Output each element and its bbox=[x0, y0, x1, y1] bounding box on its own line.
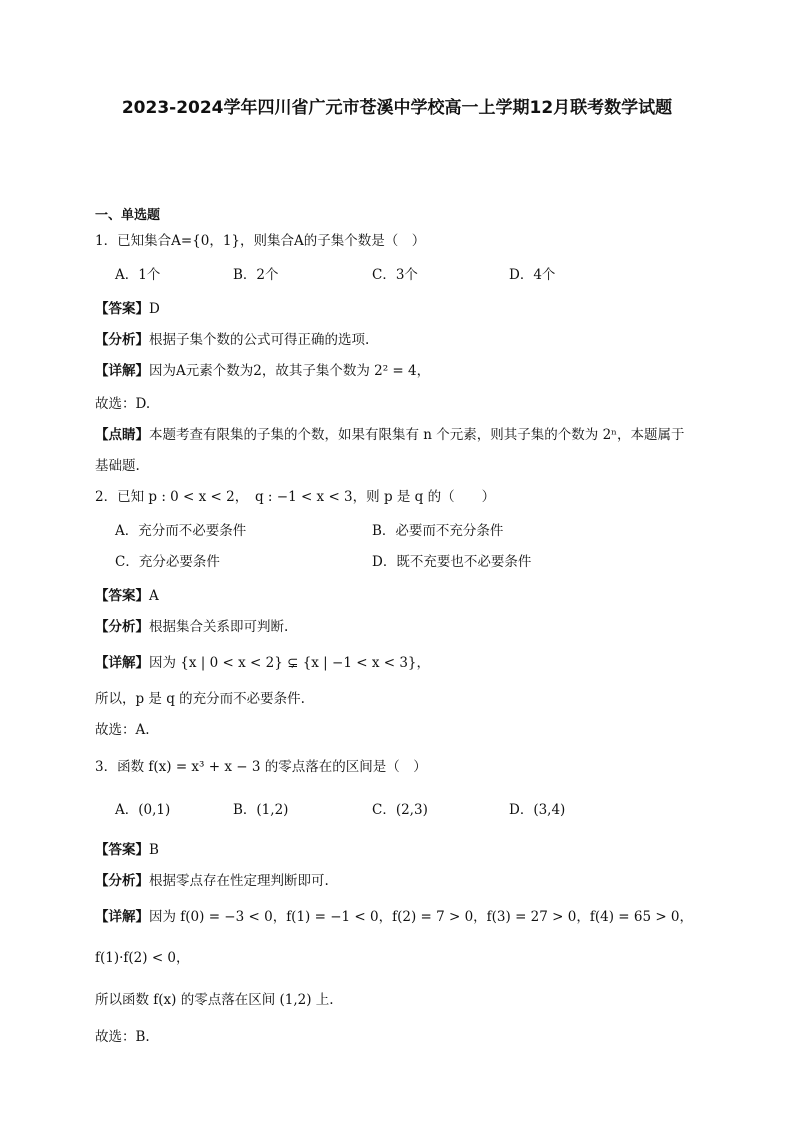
analysis-tag: 【分析】 bbox=[95, 332, 149, 348]
q3-conclusion: 所以函数 f(x) 的零点落在区间 (1,2) 上. bbox=[95, 992, 334, 1008]
section-heading: 一、单选题 bbox=[95, 208, 161, 223]
q2-option-b: B．必要而不充分条件 bbox=[372, 523, 504, 539]
q3-detail bbox=[95, 905, 693, 925]
q3-analysis bbox=[95, 869, 329, 889]
q1-choose: 故选：D. bbox=[95, 396, 151, 412]
question-1-stem: 1．已知集合A={0，1}，则集合A的子集个数是（ ） bbox=[95, 233, 426, 249]
answer-tag: 【答案】 bbox=[95, 588, 149, 604]
detail-tag: 【详解】 bbox=[95, 363, 149, 379]
q3-answer bbox=[95, 838, 159, 858]
q3-option-b: B．(1,2) bbox=[233, 802, 289, 818]
answer-tag: 【答案】 bbox=[95, 301, 149, 317]
q2-answer bbox=[95, 584, 159, 604]
comment-tag: 【点睛】 bbox=[95, 427, 149, 443]
q3-option-c: C．(2,3) bbox=[372, 802, 428, 818]
q2-detail bbox=[95, 651, 430, 671]
q2-option-a: A．充分而不必要条件 bbox=[115, 523, 247, 539]
answer-value: A bbox=[149, 588, 159, 604]
q1-analysis bbox=[95, 328, 369, 348]
detail-tag: 【详解】 bbox=[95, 655, 149, 671]
page-title: 2023-2024学年四川省广元市苍溪中学校高一上学期12月联考数学试题 bbox=[121, 98, 673, 118]
q1-option-a: A．1个 bbox=[115, 267, 161, 283]
q3-option-a: A．(0,1) bbox=[115, 802, 171, 818]
q1-comment bbox=[95, 423, 685, 443]
detail-text: 因为A元素个数为2，故其子集个数为 2² = 4， bbox=[149, 363, 431, 379]
analysis-text: 根据集合关系即可判断. bbox=[149, 619, 289, 635]
comment-text: 本题考查有限集的子集的个数，如果有限集有 n 个元素，则其子集的个数为 2ⁿ，本题属于 bbox=[149, 427, 685, 443]
q2-analysis bbox=[95, 615, 288, 635]
question-2-stem: 2．已知 p : 0 < x < 2， q : −1 < x < 3，则 p 是 q 的（ ） bbox=[95, 489, 496, 505]
q1-option-c: C．3个 bbox=[372, 267, 418, 283]
detail-text: 因为 f(0) = −3 < 0，f(1) = −1 < 0，f(2) = 7 > 0，f(3) = 27 > 0，f(4) = 65 > 0， bbox=[149, 909, 694, 925]
q1-detail bbox=[95, 359, 430, 379]
q3-option-d: D．(3,4) bbox=[509, 802, 566, 818]
analysis-tag: 【分析】 bbox=[95, 619, 149, 635]
detail-text: 因为 {x | 0 < x < 2} ⊊ {x | −1 < x < 3}， bbox=[149, 655, 431, 671]
q1-answer bbox=[95, 297, 160, 317]
answer-value: D bbox=[149, 301, 160, 317]
analysis-tag: 【分析】 bbox=[95, 873, 149, 889]
analysis-text: 根据零点存在性定理判断即可. bbox=[149, 873, 329, 889]
detail-tag: 【详解】 bbox=[95, 909, 149, 925]
q2-choose: 故选：A. bbox=[95, 722, 150, 738]
q2-option-d: D．既不充要也不必要条件 bbox=[372, 554, 532, 570]
q2-option-c: C．充分必要条件 bbox=[115, 554, 220, 570]
q2-detail-continued: 所以，p 是 q 的充分而不必要条件. bbox=[95, 691, 305, 707]
q3-detail-continued: f(1)·f(2) < 0， bbox=[95, 950, 190, 966]
q3-choose: 故选：B. bbox=[95, 1029, 150, 1045]
answer-tag: 【答案】 bbox=[95, 842, 149, 858]
q1-comment-continued: 基础题. bbox=[95, 458, 140, 474]
answer-value: B bbox=[149, 842, 159, 858]
question-3-stem: 3．函数 f(x) = x³ + x − 3 的零点落在的区间是（ ） bbox=[95, 759, 427, 775]
q1-option-b: B．2个 bbox=[233, 267, 279, 283]
analysis-text: 根据子集个数的公式可得正确的选项. bbox=[149, 332, 370, 348]
q1-option-d: D．4个 bbox=[509, 267, 556, 283]
